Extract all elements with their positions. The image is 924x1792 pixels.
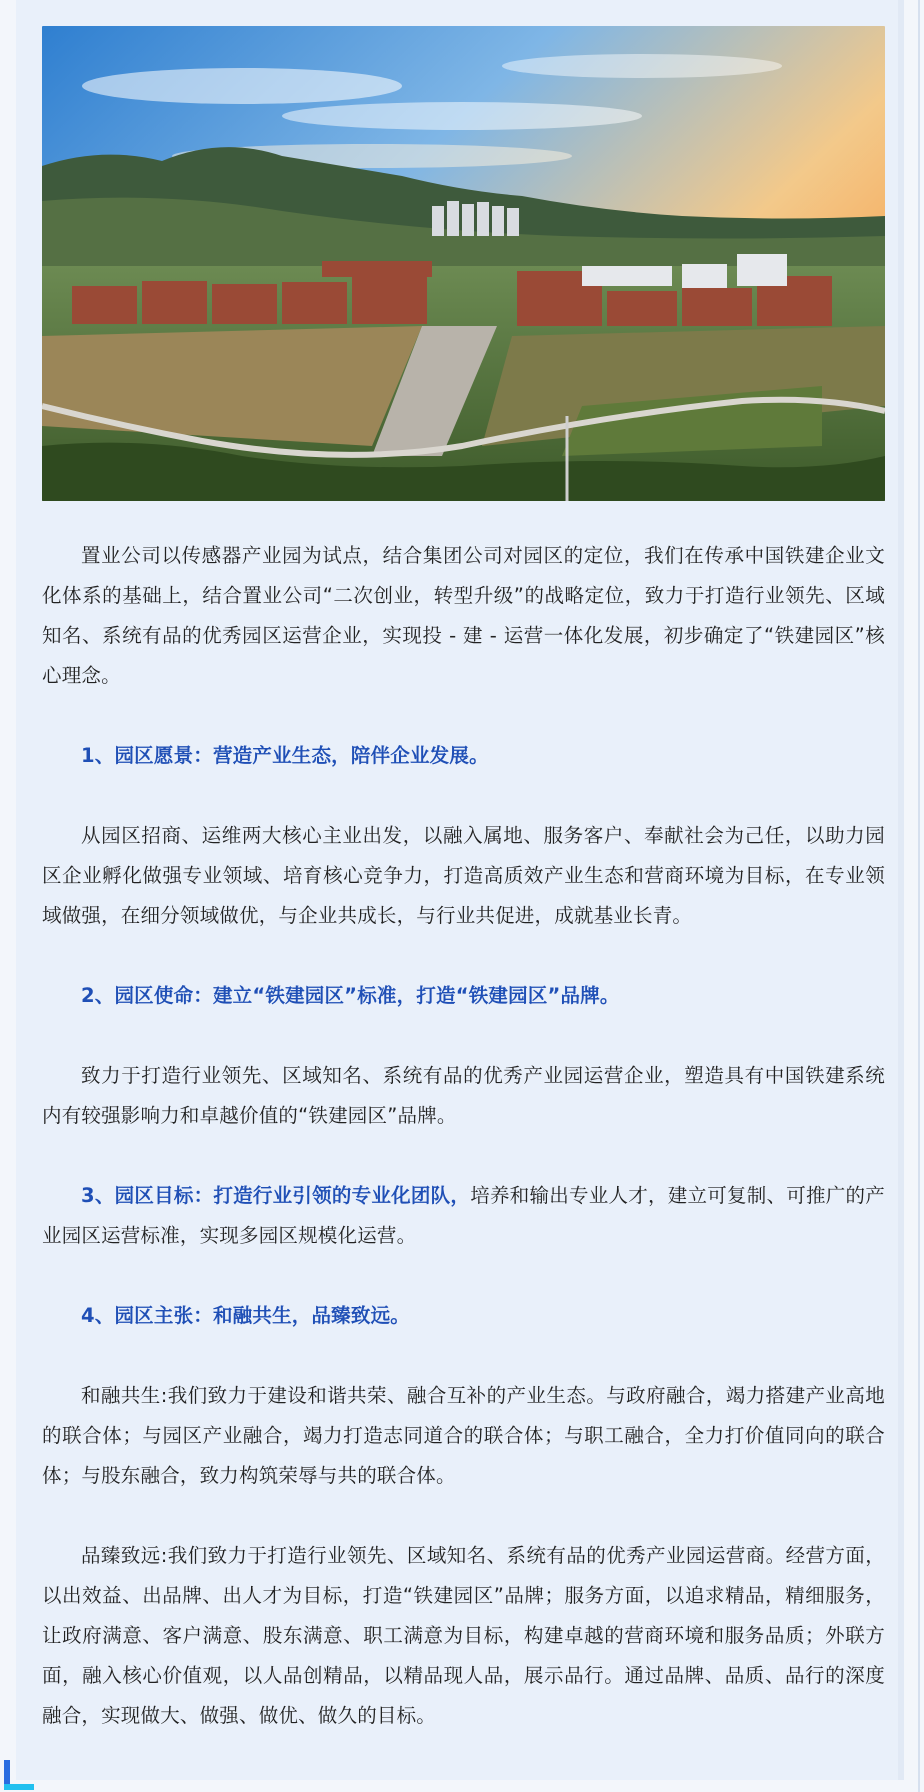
vision-heading: 1、园区愿景：营造产业生态，陪伴企业发展。 (81, 744, 489, 767)
mission-heading: 2、园区使命：建立“铁建园区”标准，打造“铁建园区”品牌。 (81, 984, 620, 1007)
goal-paragraph (42, 1176, 885, 1256)
proposition-heading: 4、园区主张：和融共生，品臻致远。 (81, 1304, 410, 1327)
intro-paragraph: 置业公司以传感器产业园为试点，结合集团公司对园区的定位，我们在传承中国铁建企业文化体系的基础上，结合置业公司“二次创业，转型升级”的战略定位，致力于打造行业领先、区域知名、系统有品的优秀园区运营企业，实现投 - 建 - 运营一体化发展，初步确定了“铁建园区”核心理念。 (42, 544, 885, 687)
excellence-paragraph: 品臻致远:我们致力于打造行业领先、区域知名、系统有品的优秀产业园运营商。经营方面，以出效益、出品牌、出人才为目标，打造“铁建园区”品牌；服务方面，以追求精品，精细服务，让政府满意、客户满意、股东满意、职工满意为目标，构建卓越的营商环境和服务品质；外联方面，融入核心价值观，以人品创精品，以精品现人品，展示品行。通过品牌、品质、品行的深度融合，实现做大、做强、做优、做久的目标。 (42, 1544, 885, 1727)
industrial-park-photo (42, 26, 885, 501)
corner-bracket-icon (0, 1760, 32, 1792)
right-edge-line (918, 0, 920, 1792)
goal-heading: 3、园区目标：打造行业引领的专业化团队， (81, 1184, 471, 1207)
article-body (42, 536, 885, 1776)
mission-paragraph: 致力于打造行业领先、区域知名、系统有品的优秀产业园运营企业，塑造具有中国铁建系统内有较强影响力和卓越价值的“铁建园区”品牌。 (42, 1064, 885, 1127)
hero-image (42, 26, 885, 501)
goal-text: 培养和输出专业人才，建立可复制、可推广的产业园区运营标准，实现多园区规模化运营。 (42, 1184, 885, 1247)
vision-paragraph: 从园区招商、运维两大核心主业出发，以融入属地、服务客户、奉献社会为己任，以助力园区企业孵化做强专业领域、培育核心竞争力，打造高质效产业生态和营商环境为目标，在专业领域做强，在细分领域做优，与企业共成长，与行业共促进，成就基业长青。 (42, 824, 885, 927)
harmony-paragraph: 和融共生:我们致力于建设和谐共荣、融合互补的产业生态。与政府融合，竭力搭建产业高地的联合体；与园区产业融合，竭力打造志同道合的联合体；与职工融合，全力打价值同向的联合体；与股东融合，致力构筑荣辱与共的联合体。 (42, 1384, 885, 1487)
